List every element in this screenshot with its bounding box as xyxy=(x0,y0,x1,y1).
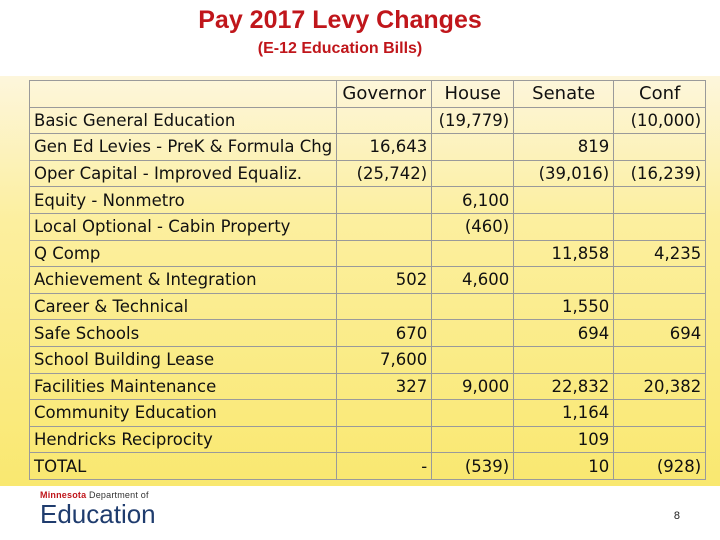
cell-house: 4,600 xyxy=(432,267,514,294)
row-label: Q Comp xyxy=(30,240,337,267)
table-row xyxy=(30,240,706,267)
cell-conf xyxy=(614,213,706,240)
cell-governor: 327 xyxy=(337,373,432,400)
logo-wordmark: Education xyxy=(40,499,156,529)
row-label: Career & Technical xyxy=(30,293,337,320)
cell-house xyxy=(432,134,514,161)
cell-house xyxy=(432,240,514,267)
table-row xyxy=(30,373,706,400)
cell-senate: (39,016) xyxy=(514,160,614,187)
page-number: 8 xyxy=(673,510,680,522)
header-house: House xyxy=(432,81,514,108)
cell-governor: - xyxy=(337,453,432,480)
row-label: Safe Schools xyxy=(30,320,337,347)
cell-senate: 10 xyxy=(514,453,614,480)
cell-senate xyxy=(514,107,614,134)
cell-governor xyxy=(337,293,432,320)
cell-conf: 20,382 xyxy=(614,373,706,400)
cell-senate xyxy=(514,213,614,240)
row-label: TOTAL xyxy=(30,453,337,480)
cell-house xyxy=(432,320,514,347)
cell-senate xyxy=(514,346,614,373)
cell-senate: 109 xyxy=(514,426,614,453)
table-row xyxy=(30,267,706,294)
cell-senate xyxy=(514,267,614,294)
row-label: Facilities Maintenance xyxy=(30,373,337,400)
table-row xyxy=(30,320,706,347)
table-row xyxy=(30,293,706,320)
row-label: Hendricks Reciprocity xyxy=(30,426,337,453)
cell-conf: 4,235 xyxy=(614,240,706,267)
cell-conf xyxy=(614,267,706,294)
row-label: Equity - Nonmetro xyxy=(30,187,337,214)
cell-conf: (16,239) xyxy=(614,160,706,187)
cell-house xyxy=(432,293,514,320)
cell-governor xyxy=(337,213,432,240)
cell-senate: 22,832 xyxy=(514,373,614,400)
row-label: Gen Ed Levies - PreK & Formula Chg xyxy=(30,134,337,161)
cell-house xyxy=(432,346,514,373)
cell-senate: 11,858 xyxy=(514,240,614,267)
slide-subtitle: (E-12 Education Bills) xyxy=(257,40,423,57)
cell-governor xyxy=(337,426,432,453)
cell-conf xyxy=(614,187,706,214)
cell-governor: 502 xyxy=(337,267,432,294)
cell-conf xyxy=(614,134,706,161)
table-header-row xyxy=(30,81,706,108)
cell-governor: 670 xyxy=(337,320,432,347)
cell-conf: (10,000) xyxy=(614,107,706,134)
row-label: Community Education xyxy=(30,400,337,427)
table-row-total xyxy=(30,453,706,480)
cell-house: (539) xyxy=(432,453,514,480)
cell-house xyxy=(432,160,514,187)
cell-governor: (25,742) xyxy=(337,160,432,187)
table-row xyxy=(30,134,706,161)
cell-governor: 7,600 xyxy=(337,346,432,373)
cell-house xyxy=(432,426,514,453)
logo-department: Department of xyxy=(89,490,149,500)
cell-senate: 1,164 xyxy=(514,400,614,427)
row-label: Local Optional - Cabin Property xyxy=(30,213,337,240)
cell-conf xyxy=(614,426,706,453)
cell-conf: (928) xyxy=(614,453,706,480)
header-label xyxy=(30,81,337,108)
row-label: Achievement & Integration xyxy=(30,267,337,294)
table-row xyxy=(30,426,706,453)
cell-house: 9,000 xyxy=(432,373,514,400)
slide-title: Pay 2017 Levy Changes xyxy=(198,6,482,34)
table-row xyxy=(30,346,706,373)
levy-changes-table xyxy=(29,80,706,480)
cell-senate: 819 xyxy=(514,134,614,161)
row-label: School Building Lease xyxy=(30,346,337,373)
table-row xyxy=(30,400,706,427)
logo-state: Minnesota xyxy=(40,490,87,500)
cell-conf xyxy=(614,346,706,373)
cell-governor xyxy=(337,187,432,214)
cell-conf xyxy=(614,400,706,427)
table-row xyxy=(30,213,706,240)
table-row xyxy=(30,107,706,134)
cell-conf: 694 xyxy=(614,320,706,347)
cell-governor xyxy=(337,240,432,267)
row-label: Oper Capital - Improved Equaliz. xyxy=(30,160,337,187)
header-conf: Conf xyxy=(614,81,706,108)
table-row xyxy=(30,187,706,214)
header-senate: Senate xyxy=(514,81,614,108)
cell-governor: 16,643 xyxy=(337,134,432,161)
row-label: Basic General Education xyxy=(30,107,337,134)
cell-house xyxy=(432,400,514,427)
cell-senate: 694 xyxy=(514,320,614,347)
table-row xyxy=(30,160,706,187)
cell-conf xyxy=(614,293,706,320)
cell-senate xyxy=(514,187,614,214)
cell-house: (19,779) xyxy=(432,107,514,134)
header-governor: Governor xyxy=(337,81,432,108)
cell-house: (460) xyxy=(432,213,514,240)
cell-governor xyxy=(337,400,432,427)
cell-governor xyxy=(337,107,432,134)
cell-senate: 1,550 xyxy=(514,293,614,320)
cell-house: 6,100 xyxy=(432,187,514,214)
mde-logo xyxy=(40,490,156,530)
